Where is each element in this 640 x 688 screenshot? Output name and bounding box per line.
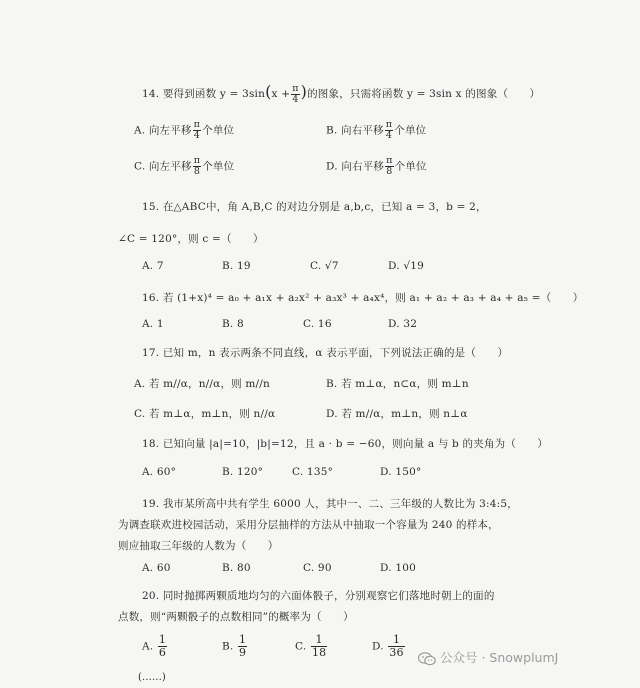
q16-option-b: B. 8: [222, 318, 244, 330]
wechat-icon: [418, 652, 436, 666]
q20-stem-line2: 点数，则“两颗骰子的点数相同”的概率为（ ）: [118, 611, 354, 623]
watermark: [418, 648, 558, 666]
q15-option-c: C. √7: [310, 260, 339, 272]
q14-stem-a: 14. 要得到函数 y = 3sin: [142, 88, 266, 100]
q15-option-b: B. 19: [222, 260, 251, 272]
q14-option-b: [326, 120, 426, 141]
continuation-mark: (……): [138, 672, 166, 683]
q17-option-b: B. 若 m⊥α，n⊂α，则 m⊥n: [326, 378, 469, 390]
q19-stem-line3: 则应抽取三年级的人数为（ ）: [118, 540, 279, 552]
q14-c-den: 8: [193, 166, 201, 177]
q19-stem-line1: 19. 我市某所高中共有学生 6000 人，其中一、二、三年级的人数比为 3:4:5，: [142, 498, 518, 510]
q14-b-text: B. 向右平移: [326, 124, 384, 137]
q18-option-a: A. 60°: [142, 466, 177, 478]
q14-a-num: π: [193, 119, 201, 130]
q20-d-label: D.: [372, 640, 384, 653]
q14-b-num: π: [385, 119, 393, 130]
q15-stem-line1: 15. 在△ABC中，角 A,B,C 的对边分别是 a,b,c，已知 a = 3，b = 2，: [142, 201, 487, 213]
q20-d-num: 1: [388, 634, 404, 647]
q14-option-a: [134, 120, 234, 141]
q19-option-c: C. 90: [303, 562, 332, 574]
q18-option-b: B. 120°: [222, 466, 264, 478]
q20-stem-line1: 20. 同时抛掷两颗质地均匀的六面体骰子，分别观察它们落地时朝上的面的: [142, 590, 495, 602]
q16-option-c: C. 16: [303, 318, 332, 330]
q14-a-den: 4: [193, 130, 201, 141]
q20-b-num: 1: [239, 633, 247, 646]
q20-a-label: A.: [142, 640, 154, 653]
q20-option-b: [222, 634, 248, 659]
q17-stem: 17. 已知 m，n 表示两条不同直线，α 表示平面，下列说法正确的是（ ）: [142, 347, 509, 359]
q14-stem-b: 的图象，只需将函数 y = 3sin x 的图象（ ）: [307, 88, 541, 100]
q14-d-unit: 个单位: [394, 160, 427, 173]
q17-option-a: A. 若 m//α，n//α，则 m//n: [134, 378, 270, 390]
q16-stem: 16. 若 (1+x)⁴ = a₀ + a₁x + a₂x² + a₃x³ + a₄x⁴，则 a₁ + a₂ + a₃ + a₄ + a₅ =（ ）: [142, 292, 584, 304]
q20-a-num: 1: [158, 633, 167, 646]
q20-b-label: B.: [222, 640, 234, 653]
q15-stem-line2: ∠C = 120°，则 c =（ ）: [118, 233, 264, 245]
q20-option-d: [372, 634, 406, 659]
q20-option-c: [295, 634, 328, 659]
watermark-text: 公众号 · SnowplumJ: [440, 650, 559, 665]
q19-option-b: B. 80: [222, 562, 251, 574]
q14-option-c: [134, 156, 234, 177]
q14-d-den: 8: [386, 166, 393, 177]
q14-b-unit: 个单位: [394, 124, 427, 137]
q19-option-d: D. 100: [380, 562, 416, 574]
q17-option-c: C. 若 m⊥α，m⊥n，则 n//α: [134, 408, 276, 420]
q14-stem-frac: [291, 84, 299, 105]
q19-option-a: A. 60: [142, 562, 171, 574]
q14-c-num: π: [193, 155, 201, 166]
q17-option-d: D. 若 m//α，m⊥n，则 n⊥α: [326, 408, 468, 420]
q14-c-text: C. 向左平移: [134, 160, 192, 173]
q15-option-d: D. √19: [388, 260, 424, 272]
q19-stem-line2: 为调查联欢进校园活动，采用分层抽样的方法从中抽取一个容量为 240 的样本，: [118, 519, 499, 531]
q14-paren-x: x +: [271, 88, 291, 100]
q16-option-d: D. 32: [388, 318, 418, 330]
q18-stem: 18. 已知向量 |a|=10，|b|=12，且 a · b = −60，则向量 a 与 b 的夹角为（ ）: [142, 438, 549, 450]
q14-stem: 14. 要得到函数 y = 3sin(x + $\frac{\pi}{4}$ )的图象，只需将函数 y = 3sin x 的图象（ ）: [142, 82, 541, 105]
q20-c-num: 1: [311, 634, 327, 647]
q14-frac-num: π: [292, 82, 299, 94]
q14-a-text: A. 向左平移: [134, 124, 192, 137]
q16-option-a: A. 1: [142, 318, 164, 330]
q14-d-num: π: [386, 155, 393, 166]
q20-d-den: 36: [389, 646, 404, 659]
q20-c-label: C.: [295, 640, 307, 653]
q18-option-d: D. 150°: [380, 466, 422, 478]
q14-a-unit: 个单位: [202, 124, 235, 137]
q14-frac-den: 4: [292, 93, 299, 105]
q14-d-text: D. 向右平移: [326, 160, 385, 173]
q14-c-unit: 个单位: [202, 160, 235, 173]
q14-option-d: [326, 156, 427, 177]
q15-option-a: A. 7: [142, 260, 164, 272]
q20-c-den: 18: [311, 646, 327, 659]
q20-b-den: 9: [239, 646, 247, 659]
q14-b-den: 4: [385, 130, 393, 141]
q20-a-den: 6: [158, 646, 167, 659]
q20-option-a: [142, 634, 168, 659]
q18-option-c: C. 135°: [292, 466, 334, 478]
